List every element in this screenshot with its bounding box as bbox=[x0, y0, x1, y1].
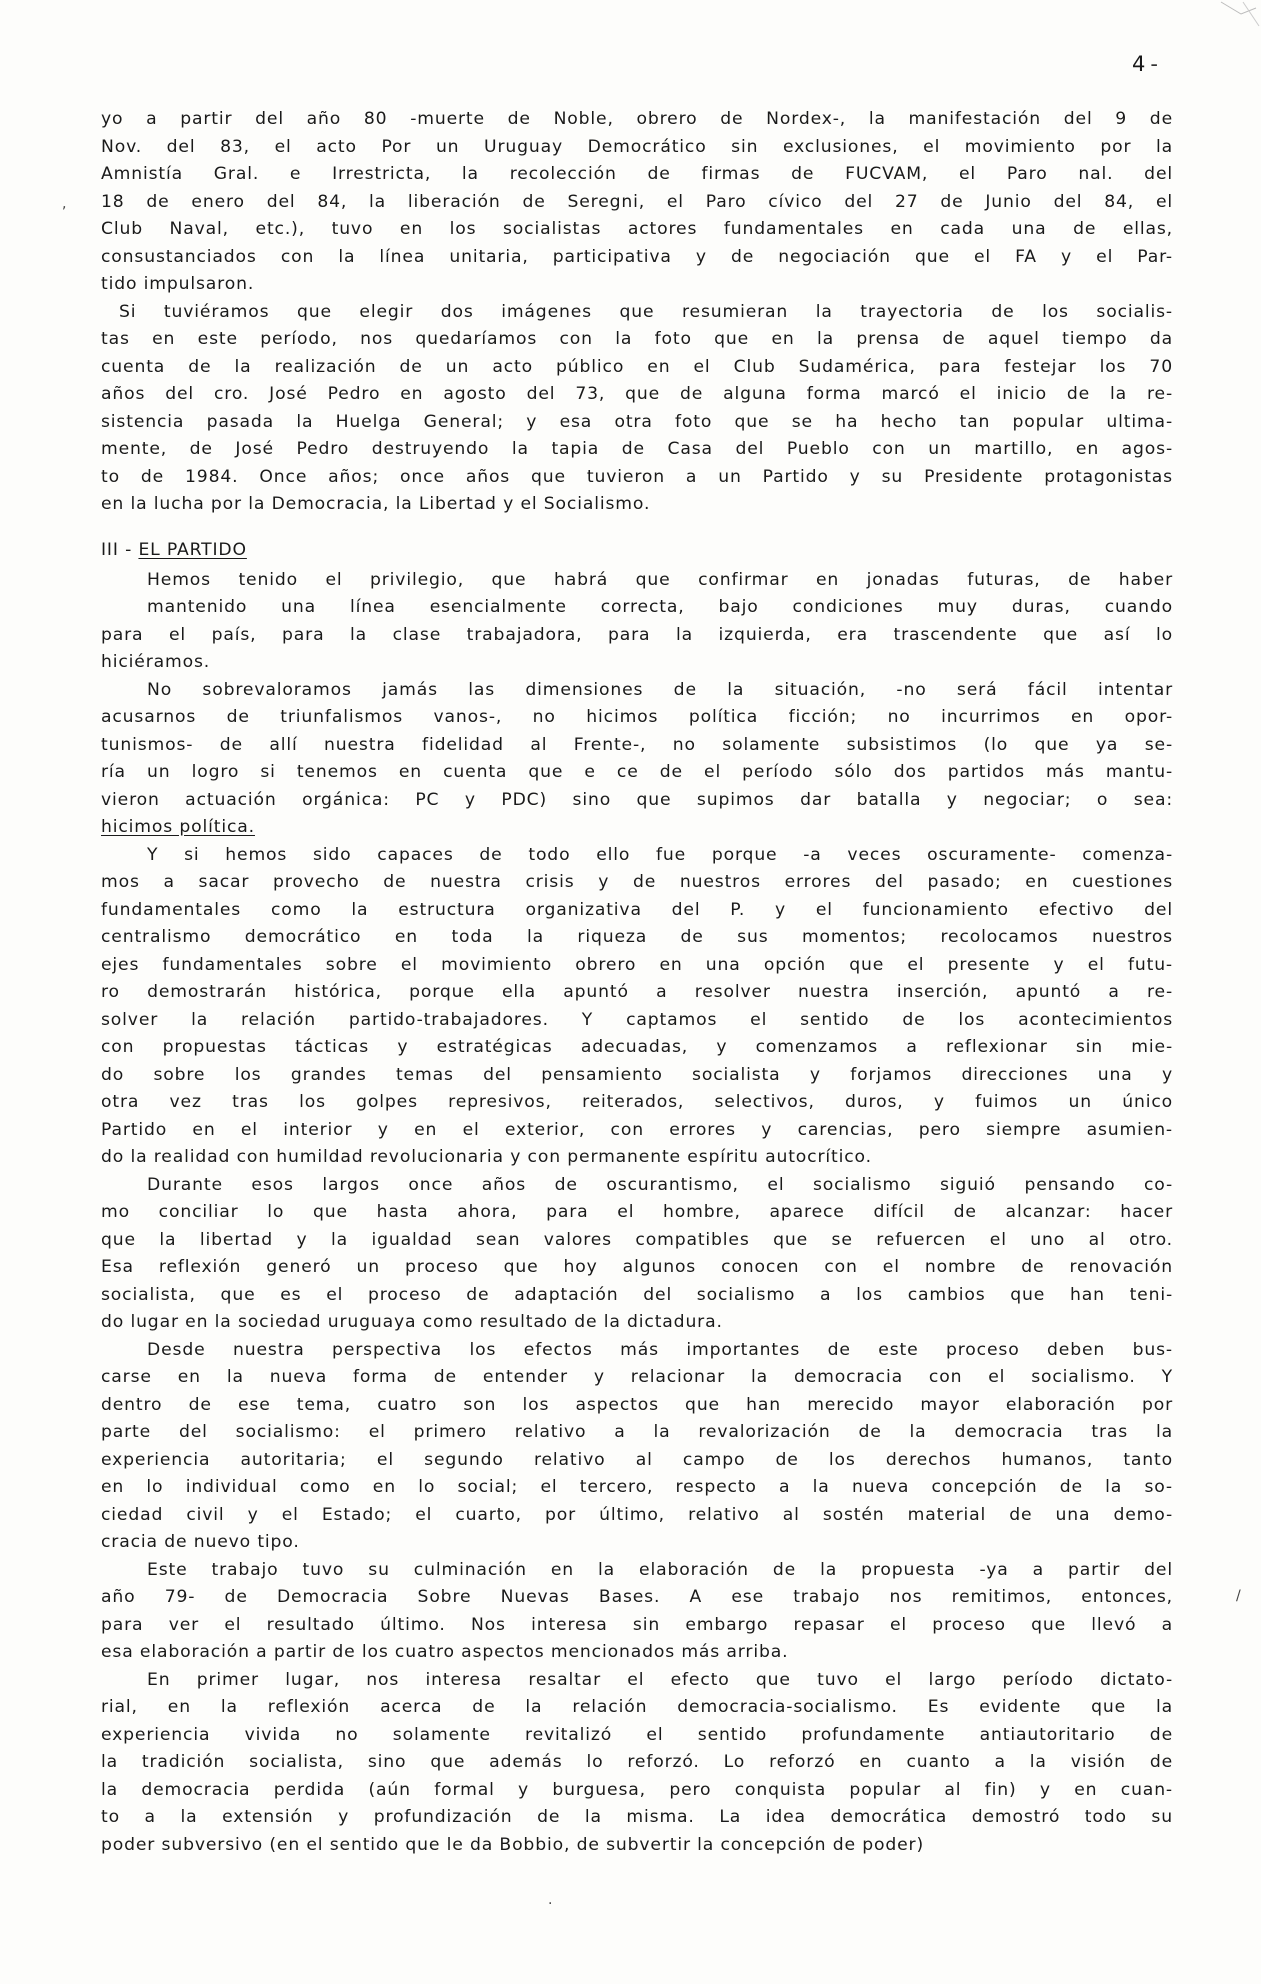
text-line: tido impulsaron. bbox=[101, 274, 255, 294]
text-line: mo conciliar lo que hasta ahora, para el hombre, aparece difícil de alcanzar: hacer bbox=[101, 1202, 1173, 1222]
text-line: años del cro. José Pedro en agosto del 73, que de alguna forma marcó el inicio de la re- bbox=[101, 384, 1173, 404]
text-line: consustanciados con la línea unitaria, participativa y de negociación que el FA y el Par- bbox=[101, 246, 1173, 267]
text-line: poder subversivo (en el sentido que le da Bobbio, de subvertir la concepción de poder) bbox=[101, 1834, 925, 1855]
text-line: mos a sacar provecho de nuestra crisis y de nuestros errores del pasado; en cuestiones bbox=[101, 872, 1173, 892]
text-line: solver la relación partido-trabajadores. Y captamos el sentido de los acontecimientos bbox=[101, 1009, 1173, 1030]
text-line: fundamentales como la estructura organizativa del P. y el funcionamiento efectivo del bbox=[101, 899, 1173, 920]
text-line: la tradición socialista, sino que además lo reforzó. Lo reforzó en cuanto a la visión de bbox=[101, 1752, 1173, 1772]
corner-scan-mark bbox=[1201, 0, 1261, 30]
text-line: cuenta de la realización de un acto público en el Club Sudamérica, para festejar los 70 bbox=[101, 356, 1173, 377]
text-line: dentro de ese tema, cuatro son los aspectos que han merecido mayor elaboración por bbox=[101, 1394, 1173, 1415]
underlined-phrase: hicimos política. bbox=[101, 817, 255, 837]
text-line: experiencia autoritaria; el segundo relativo al campo de los derechos humanos, tanto bbox=[101, 1449, 1173, 1470]
margin-tick-mark: , bbox=[62, 196, 67, 212]
text-line: mantenido una línea esencialmente correcta, bajo condiciones muy duras, cuando bbox=[147, 597, 1173, 617]
page-number-dash: - bbox=[1150, 52, 1159, 76]
text-line: mente, de José Pedro destruyendo la tapia de Casa del Pueblo con un martillo, en agos- bbox=[101, 439, 1173, 459]
text-line: acusarnos de triunfalismos vanos-, no hicimos política ficción; no incurrimos en opor- bbox=[101, 707, 1173, 727]
text-line: ejes fundamentales sobre el movimiento obrero en una opción que el presente y el futu- bbox=[101, 954, 1173, 975]
section-heading bbox=[101, 533, 1173, 567]
text-line: Este trabajo tuvo su culminación en la elaboración de la propuesta -ya a partir del bbox=[147, 1559, 1173, 1580]
text-line: ría un logro si tenemos en cuenta que e ce de el período sólo dos partidos más mantu- bbox=[101, 762, 1173, 782]
text-line: tas en este período, nos quedaríamos con la foto que en la prensa de aquel tiempo da bbox=[101, 329, 1173, 349]
text-line: cracia de nuevo tipo. bbox=[101, 1532, 300, 1552]
text-line: Si tuviéramos que elegir dos imágenes que resumieran la trayectoria de los socialis- bbox=[119, 301, 1173, 322]
text-line: tunismos- de allí nuestra fidelidad al Frente-, no solamente subsistimos (lo que ya se- bbox=[101, 734, 1173, 755]
text-line: que la libertad y la igualdad sean valores compatibles que se refuercen el uno al otro. bbox=[101, 1229, 1173, 1250]
text-line: centralismo democrático en toda la riqueza de sus momentos; recolocamos nuestros bbox=[101, 927, 1173, 947]
text-line: la democracia perdida (aún formal y burguesa, pero conquista popular al fin) y en cuan- bbox=[101, 1779, 1173, 1800]
text-line: para el país, para la clase trabajadora, para la izquierda, era trascendente que así lo bbox=[101, 624, 1173, 645]
text-line: yo a partir del año 80 -muerte de Noble, obrero de Nordex-, la manifestación del 9 de bbox=[101, 109, 1173, 129]
page-number bbox=[1132, 52, 1159, 76]
text-line: socialista, que es el proceso de adaptación del socialismo a los cambios que han teni- bbox=[101, 1284, 1173, 1305]
text-line: ciedad civil y el Estado; el cuarto, por último, relativo al sostén material de una demo- bbox=[101, 1504, 1173, 1525]
text-line: Y si hemos sido capaces de todo ello fue porque -a veces oscuramente- comenza- bbox=[147, 844, 1173, 865]
text-line: otra vez tras los golpes represivos, reiterados, selectivos, duros, y fuimos un único bbox=[101, 1092, 1173, 1112]
text-line: No sobrevaloramos jamás las dimensiones de la situación, -no será fácil intentar bbox=[147, 679, 1173, 700]
text-line: En primer lugar, nos interesa resaltar el efecto que tuvo el largo período dictato- bbox=[147, 1669, 1173, 1690]
text-line: Desde nuestra perspectiva los efectos más importantes de este proceso deben bus- bbox=[147, 1339, 1173, 1360]
text-line: experiencia vivida no solamente revitalizó el sentido profundamente antiautoritario de bbox=[101, 1724, 1173, 1745]
text-line: para ver el resultado último. Nos interesa sin embargo repasar el proceso que llevó a bbox=[101, 1614, 1173, 1635]
text-line: Amnistía Gral. e Irrestricta, la recolección de firmas de FUCVAM, el Paro nal. del bbox=[101, 164, 1173, 184]
text-line: sistencia pasada la Huelga General; y esa otra foto que se ha hecho tan popular ultima- bbox=[101, 411, 1173, 432]
text-line: hiciéramos. bbox=[101, 652, 211, 672]
text-line: do la realidad con humildad revolucionaria y con permanente espíritu autocrítico. bbox=[101, 1147, 872, 1167]
page-number-value: 4 bbox=[1132, 52, 1147, 76]
text-line: Partido en el interior y en el exterior, con errores y carencias, pero siempre asumien- bbox=[101, 1119, 1173, 1140]
text-line: ro demostrarán histórica, porque ella apuntó a resolver nuestra inserción, apuntó a re- bbox=[101, 982, 1173, 1002]
text-line: año 79- de Democracia Sobre Nuevas Bases. A ese trabajo nos remitimos, entonces, bbox=[101, 1587, 1173, 1607]
text-line: do lugar en la sociedad uruguaya como resultado de la dictadura. bbox=[101, 1312, 723, 1332]
text-line: en la lucha por la Democracia, la Libertad y el Socialismo. bbox=[101, 494, 651, 514]
margin-tick-mark: / bbox=[1236, 1588, 1241, 1604]
text-line: Nov. del 83, el acto Por un Uruguay Democrático sin exclusiones, el movimiento por la bbox=[101, 136, 1173, 157]
margin-dot-mark: · bbox=[548, 1896, 553, 1912]
text-line: to de 1984. Once años; once años que tuvieron a un Partido y su Presidente protagonistas bbox=[101, 466, 1173, 487]
text-line: parte del socialismo: el primero relativo a la revalorización de la democracia tras la bbox=[101, 1422, 1173, 1442]
text-line: Durante esos largos once años de oscurantismo, el socialismo siguió pensando co- bbox=[147, 1174, 1173, 1195]
text-line: vieron actuación orgánica: PC y PDC) sino que supimos dar batalla y negociar; o sea: bbox=[101, 789, 1173, 810]
document-body bbox=[101, 106, 1173, 1859]
text-line: to a la extensión y profundización de la misma. La idea democrática demostró todo su bbox=[101, 1807, 1173, 1827]
section-number: III - bbox=[101, 539, 139, 560]
text-line: 18 de enero del 84, la liberación de Seregni, el Paro cívico del 27 de Junio del 84, el bbox=[101, 191, 1173, 212]
section-title: EL PARTIDO bbox=[138, 539, 247, 560]
text-line: carse en la nueva forma de entender y relacionar la democracia con el socialismo. Y bbox=[101, 1367, 1173, 1387]
text-line: rial, en la reflexión acerca de la relación democracia-socialismo. Es evidente que la bbox=[101, 1697, 1173, 1717]
text-line: Club Naval, etc.), tuvo en los socialistas actores fundamentales en cada una de ellas, bbox=[101, 219, 1173, 239]
text-line: do sobre los grandes temas del pensamiento socialista y forjamos direcciones una y bbox=[101, 1064, 1173, 1085]
text-line: con propuestas tácticas y estratégicas adecuadas, y comenzamos a reflexionar sin mie- bbox=[101, 1037, 1173, 1057]
text-line-underlined bbox=[101, 814, 1173, 842]
text-line: Hemos tenido el privilegio, que habrá que confirmar en jonadas futuras, de haber bbox=[147, 569, 1173, 590]
text-line: esa elaboración a partir de los cuatro aspectos mencionados más arriba. bbox=[101, 1642, 789, 1662]
text-line: en lo individual como en lo social; el tercero, respecto a la nueva concepción de la so- bbox=[101, 1477, 1173, 1497]
text-line: Esa reflexión generó un proceso que hoy algunos conocen con el nombre de renovación bbox=[101, 1257, 1173, 1277]
